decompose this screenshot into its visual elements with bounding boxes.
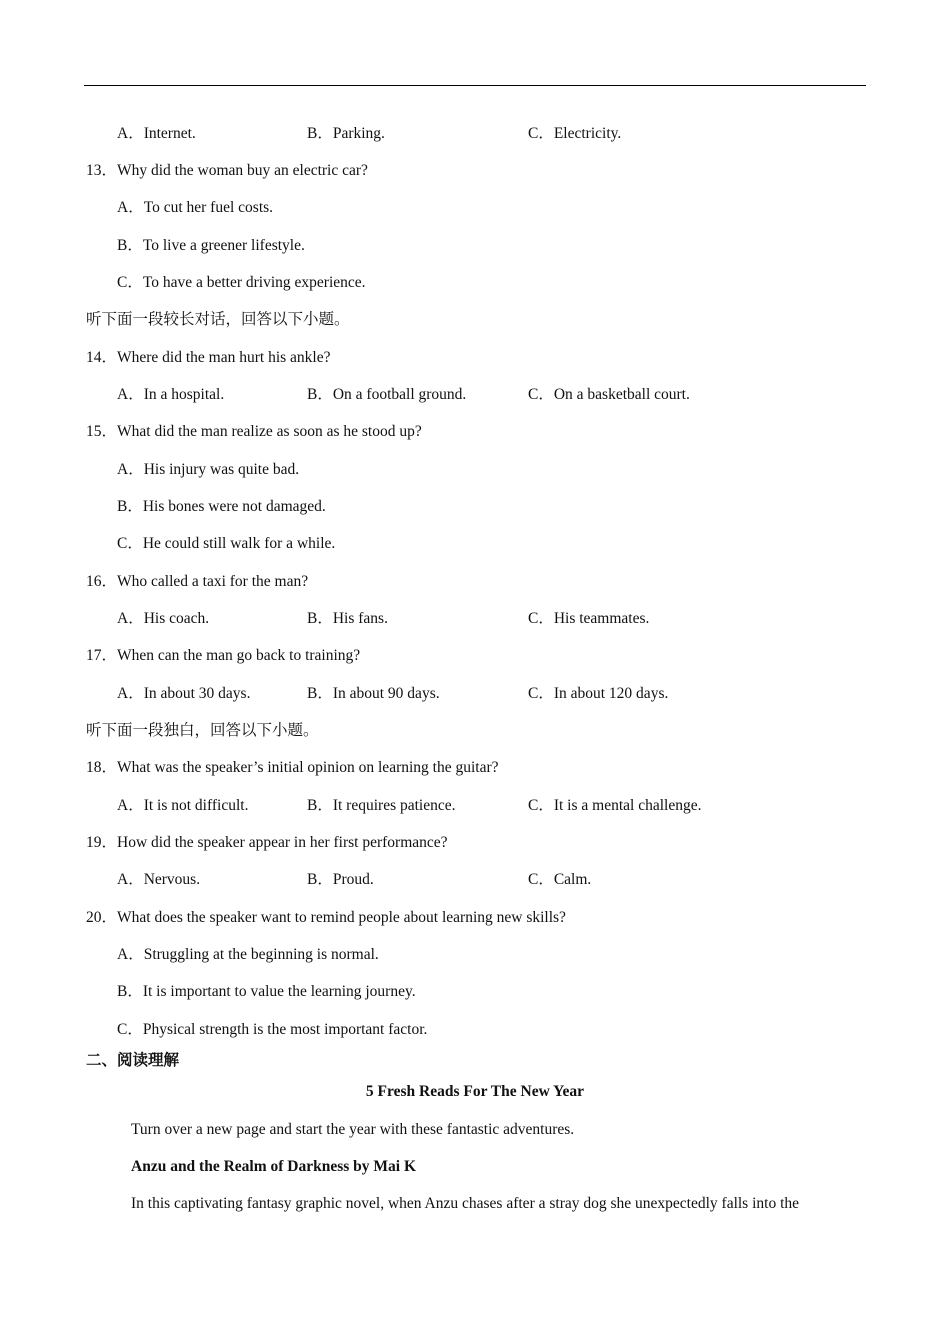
q15-option-b[interactable]: B．His bones were not damaged. [117,498,326,515]
q14-option-b[interactable]: B．On a football ground. [307,386,467,403]
article-intro: Turn over a new page and start the year with these fantastic adventures. [131,1121,575,1138]
q20-option-a[interactable]: A．Struggling at the beginning is normal. [117,946,379,963]
book-one-title: Anzu and the Realm of Darkness by Mai K [131,1158,417,1175]
q18-option-b[interactable]: B．It requires patience. [307,797,456,814]
q14-option-c[interactable]: C．On a basketball court. [528,386,690,403]
q13-option-c[interactable]: C．To have a better driving experience. [117,274,366,291]
q12-option-b[interactable]: B．Parking. [307,125,385,142]
book-one-text: In this captivating fantasy graphic novel, when Anzu chases after a stray dog she unexpectedly falls into the [131,1195,800,1212]
header-rule [84,85,866,86]
article-title: 5 Fresh Reads For The New Year [365,1083,585,1100]
q19-option-c[interactable]: C．Calm. [528,871,592,888]
q20-option-c[interactable]: C．Physical strength is the most important factor. [117,1021,428,1038]
q16-option-b[interactable]: B．His fans. [307,610,388,627]
q19-option-b[interactable]: B．Proud. [307,871,374,888]
q17-option-a[interactable]: A．In about 30 days. [117,685,251,702]
q16-question: 16．Who called a taxi for the man? [86,573,309,590]
q17-option-b[interactable]: B．In about 90 days. [307,685,440,702]
q13-option-b[interactable]: B．To live a greener lifestyle. [117,237,305,254]
q17-question: 17．When can the man go back to training? [86,647,361,664]
q20-question: 20．What does the speaker want to remind people about learning new skills? [86,909,566,926]
q20-option-b[interactable]: B．It is important to value the learning journey. [117,983,416,1000]
q14-question: 14．Where did the man hurt his ankle? [86,349,331,366]
q13-question: 13．Why did the woman buy an electric car? [86,162,368,179]
q18-question: 18．What was the speaker’s initial opinion on learning the guitar? [86,759,499,776]
q14-option-a[interactable]: A．In a hospital. [117,386,225,403]
q17-option-c[interactable]: C．In about 120 days. [528,685,669,702]
section-instruction-dialogue: 听下面一段较长对话，回答以下小题。 [86,311,350,328]
q18-option-a[interactable]: A．It is not difficult. [117,797,249,814]
q15-option-c[interactable]: C．He could still walk for a while. [117,535,336,552]
q19-option-a[interactable]: A．Nervous. [117,871,201,888]
q13-option-a[interactable]: A．To cut her fuel costs. [117,199,274,216]
q19-question: 19．How did the speaker appear in her first performance? [86,834,448,851]
q15-question: 15．What did the man realize as soon as he stood up? [86,423,422,440]
q15-option-a[interactable]: A．His injury was quite bad. [117,461,300,478]
q12-option-a[interactable]: A．Internet. [117,125,196,142]
section-instruction-monologue: 听下面一段独白，回答以下小题。 [86,722,319,739]
q16-option-a[interactable]: A．His coach. [117,610,210,627]
q18-option-c[interactable]: C．It is a mental challenge. [528,797,702,814]
q16-option-c[interactable]: C．His teammates. [528,610,650,627]
part-two-heading: 二、阅读理解 [86,1052,180,1069]
q12-option-c[interactable]: C．Electricity. [528,125,622,142]
